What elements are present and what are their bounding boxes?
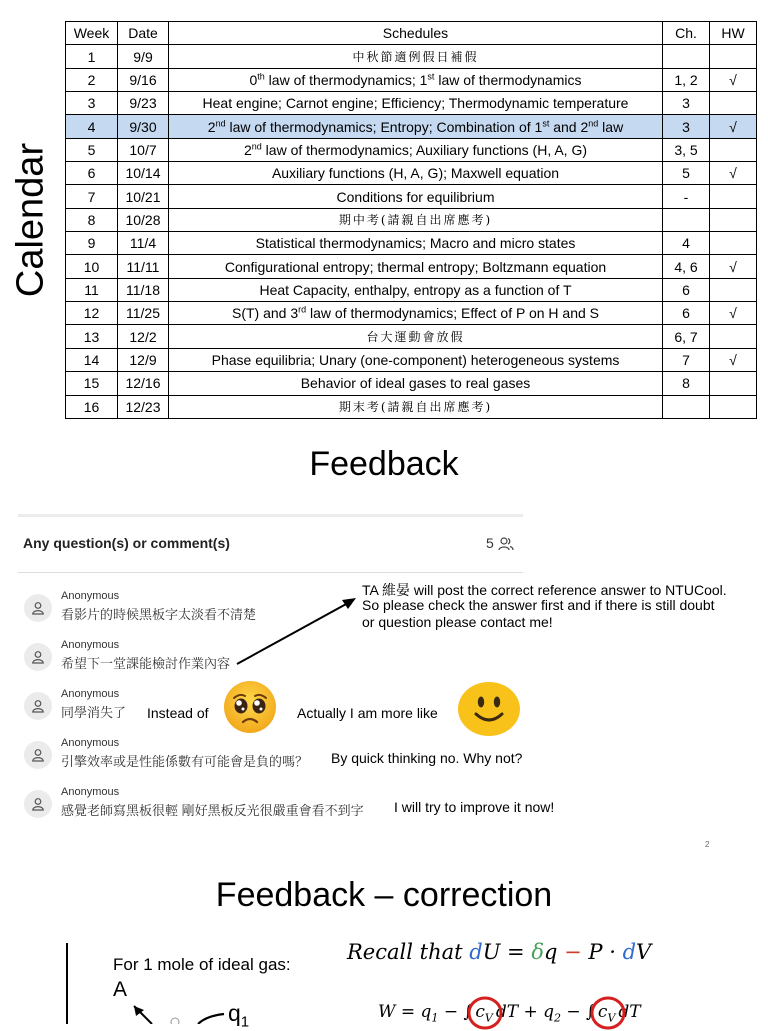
panel-title: Any question(s) or comment(s): [23, 535, 230, 551]
cell-chapter: 4: [663, 232, 710, 255]
cell-chapter: 1, 2: [663, 68, 710, 91]
ordinal-suffix: rd: [298, 304, 307, 315]
cell-schedule: Heat engine; Carnot engine; Efficiency; Thermodynamic temperature: [169, 92, 663, 115]
recall-equation: [347, 940, 651, 964]
cell-schedule: Conditions for equilibrium: [169, 185, 663, 208]
w-part-4: − ∫: [560, 1002, 595, 1022]
schedule-text: 2: [207, 118, 216, 135]
ordinal-suffix: nd: [251, 141, 262, 152]
cell-schedule: Statistical thermodynamics; Macro and micro states: [169, 232, 663, 255]
cell-week: 12: [66, 302, 118, 325]
cell-chapter: 8: [663, 372, 710, 395]
ordinal-suffix: th: [257, 71, 265, 82]
schedule-text: S(T) and 3: [231, 305, 299, 322]
cell-schedule: Auxiliary functions (H, A, G); Maxwell equation: [169, 162, 663, 185]
q1-subscript: 1: [240, 1013, 250, 1031]
w-part-5: dT: [618, 1002, 641, 1022]
cell-date: 9/23: [118, 92, 169, 115]
q1-text: q: [228, 1000, 241, 1026]
cell-date: 11/25: [118, 302, 169, 325]
cell-schedule: 台大運動會放假: [169, 325, 663, 348]
cell-date: 9/16: [118, 68, 169, 91]
cell-date: 12/23: [118, 395, 169, 418]
ideal-gas-note: For 1 mole of ideal gas:: [113, 955, 291, 974]
cell-homework: √: [710, 348, 757, 371]
schedule-text: and 2: [549, 118, 589, 135]
recall-minus: −: [564, 940, 582, 964]
ta-reply-line-1: TA 維晏 will post the correct reference answer to NTUCool.: [362, 582, 727, 598]
cell-schedule: Behavior of ideal gases to real gases: [169, 372, 663, 395]
cell-week: 2: [66, 68, 118, 91]
recall-p: P ·: [581, 940, 623, 964]
work-equation: [378, 1002, 641, 1024]
cell-chapter: 3: [663, 115, 710, 138]
cell-chapter: 6, 7: [663, 325, 710, 348]
cv-circled-2: [595, 1002, 618, 1024]
ordinal-suffix: st: [427, 71, 435, 82]
cell-week: 13: [66, 325, 118, 348]
cell-date: 11/4: [118, 232, 169, 255]
cell-week: 1: [66, 45, 118, 68]
cell-homework: √: [710, 115, 757, 138]
cell-chapter: -: [663, 185, 710, 208]
cell-week: 8: [66, 208, 118, 231]
cell-week: 10: [66, 255, 118, 278]
cell-week: 11: [66, 278, 118, 301]
cell-week: 5: [66, 138, 118, 161]
cell-week: 15: [66, 372, 118, 395]
header-week: Week: [66, 22, 118, 45]
reply-improve: I will try to improve it now!: [394, 799, 555, 815]
ordinal-suffix: nd: [588, 117, 599, 128]
schedule-text: law of thermodynamics; Auxiliary functions (H, A, G): [261, 141, 588, 158]
cell-chapter: 3: [663, 92, 710, 115]
cell-chapter: 7: [663, 348, 710, 371]
cv-2: c: [597, 1002, 608, 1022]
comment-author: Anonymous: [61, 639, 120, 651]
cell-chapter: 5: [663, 162, 710, 185]
cell-week: 4: [66, 115, 118, 138]
recall-v: V: [636, 940, 652, 964]
cv-1: c: [475, 1002, 485, 1022]
comment-author: Anonymous: [61, 786, 120, 798]
cell-week: 9: [66, 232, 118, 255]
reply-quick-thinking: By quick thinking no. Why not?: [331, 750, 523, 766]
cell-date: 10/28: [118, 208, 169, 231]
ordinal-suffix: st: [542, 117, 550, 128]
cell-chapter: 6: [663, 278, 710, 301]
comment-text: 引擎效率或是性能係數有可能會是負的嗎？: [61, 754, 309, 769]
cell-homework: √: [710, 302, 757, 325]
cell-week: 14: [66, 348, 118, 371]
cell-date: 9/30: [118, 115, 169, 138]
w-part-1: W = q: [378, 1002, 432, 1022]
cell-date: 9/9: [118, 45, 169, 68]
q1-label: [228, 1000, 249, 1031]
pleading-face-icon: [223, 680, 277, 734]
schedule-text: 2: [243, 141, 252, 158]
correction-heading: Feedback – correction: [215, 876, 553, 914]
red-circle-icon: [588, 995, 628, 1031]
comment-text: 希望下一堂課能檢討作業內容: [61, 656, 231, 671]
cell-chapter: 6: [663, 302, 710, 325]
cell-week: 7: [66, 185, 118, 208]
w-sub-1: 1: [431, 1011, 439, 1025]
schedule-text: 0: [249, 71, 258, 88]
header-date: Date: [118, 22, 169, 45]
comment-author: Anonymous: [61, 688, 120, 700]
recall-prefix: Recall that: [347, 940, 470, 964]
cell-date: 10/14: [118, 162, 169, 185]
cell-date: 10/7: [118, 138, 169, 161]
schedule-text: law: [598, 118, 624, 135]
cell-chapter: 3, 5: [663, 138, 710, 161]
ordinal-suffix: nd: [215, 117, 226, 128]
recall-delta: δ: [531, 940, 544, 964]
recall-u: U =: [482, 940, 532, 964]
recall-d1: d: [469, 940, 483, 964]
header-schedules: Schedules: [169, 22, 663, 45]
comment-author: Anonymous: [61, 737, 120, 749]
reply-actually: Actually I am more like: [297, 705, 438, 721]
w-part-2: − ∫: [438, 1002, 473, 1022]
calendar-title: Calendar: [9, 142, 52, 298]
cell-date: 12/2: [118, 325, 169, 348]
left-rule: [66, 943, 68, 1024]
cell-date: 10/21: [118, 185, 169, 208]
smiling-face-icon: [457, 681, 521, 737]
cv-sub-2: V: [607, 1011, 616, 1025]
recall-d2: d: [622, 940, 637, 964]
header-chapter: Ch.: [663, 22, 710, 45]
cell-week: 16: [66, 395, 118, 418]
cv-circled-1: [472, 1002, 495, 1024]
cell-date: 12/9: [118, 348, 169, 371]
w-part-3: dT + q: [495, 1002, 554, 1022]
header-homework: HW: [710, 22, 757, 45]
comment-author: Anonymous: [61, 590, 120, 602]
cell-week: 6: [66, 162, 118, 185]
w-sub-2: 2: [553, 1011, 561, 1025]
schedule-text: law of thermodynamics; Entropy; Combination of 1: [225, 118, 543, 135]
feedback-heading: Feedback: [309, 445, 459, 483]
point-a-label: A: [113, 978, 128, 1001]
schedule-text: law of thermodynamics: [434, 71, 582, 88]
cell-homework: √: [710, 68, 757, 91]
cell-homework: √: [710, 162, 757, 185]
cell-schedule: Configurational entropy; thermal entropy; Boltzmann equation: [169, 255, 663, 278]
cv-sub-1: V: [484, 1011, 493, 1025]
arrow-head-icon: [342, 598, 356, 609]
ta-reply-line-3: or question please contact me!: [362, 614, 553, 630]
comment-text: 同學消失了: [61, 705, 127, 720]
cell-schedule: 期中考(請親自出席應考): [169, 208, 663, 231]
ta-reply-line-2: So please check the answer first and if there is still doubt: [362, 597, 715, 613]
cell-homework: √: [710, 255, 757, 278]
cell-schedule: Heat Capacity, enthalpy, entropy as a function of T: [169, 278, 663, 301]
schedule-text: law of thermodynamics; Effect of P on H and S: [306, 305, 599, 322]
cell-schedule: 期末考(請親自出席應考): [169, 395, 663, 418]
comment-text: 感覺老師寫黑板很輕 剛好黑板反光很嚴重會看不到字: [61, 803, 364, 818]
cell-schedule: 中秋節適例假日補假: [169, 45, 663, 68]
cell-date: 12/16: [118, 372, 169, 395]
page-number: 2: [705, 840, 710, 849]
red-circle-icon: [465, 995, 505, 1031]
cell-chapter: 4, 6: [663, 255, 710, 278]
schedule-text: law of thermodynamics; 1: [264, 71, 428, 88]
cell-week: 3: [66, 92, 118, 115]
cell-schedule: Phase equilibria; Unary (one-component) heterogeneous systems: [169, 348, 663, 371]
recall-q: q: [544, 940, 565, 964]
cell-date: 11/18: [118, 278, 169, 301]
participant-count-value: 5: [486, 535, 494, 551]
reply-instead: Instead of: [147, 705, 209, 721]
comment-text: 看影片的時候黑板字太淡看不清楚: [61, 607, 257, 622]
cell-date: 11/11: [118, 255, 169, 278]
